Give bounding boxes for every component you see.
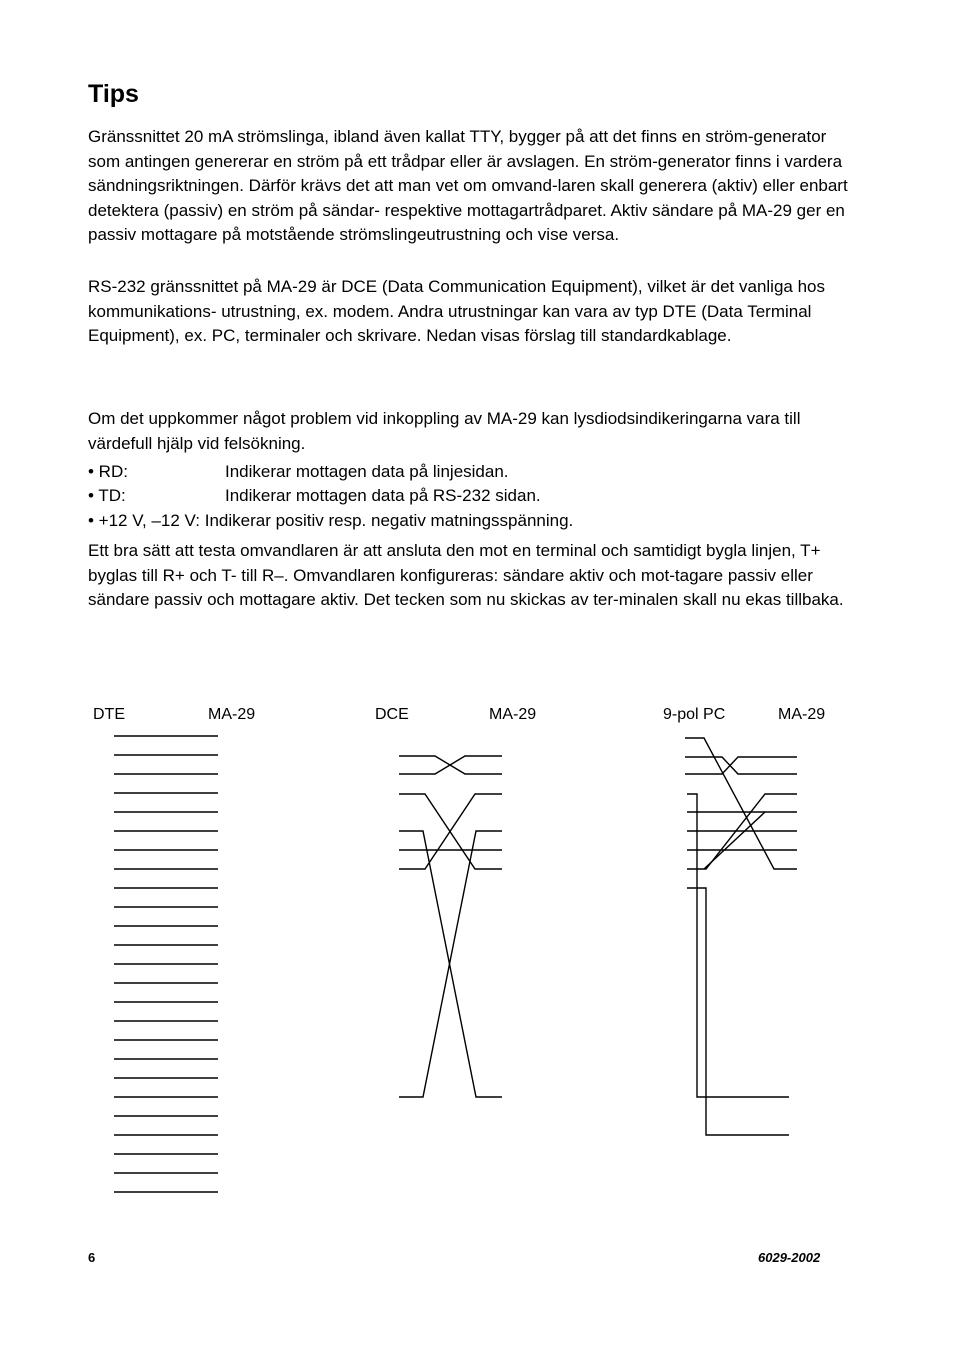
diagram-pc9-wiring [685,738,797,1135]
diagram1-left-label: DTE [93,706,125,723]
wire [685,757,797,774]
diagram2-left-label: DCE [375,706,409,723]
diagram3-right-label: MA-29 [778,706,826,723]
paragraph-troubleshooting: Om det uppkommer något problem vid inkoppling av MA-29 kan lysdiodsindikeringarna vara till värdefull hjälp vid felsökning. [88,409,801,453]
bullet-desc: Indikerar mottagen data på linjesidan. [225,462,509,481]
page-number: 6 [88,1250,96,1265]
bullet-term: • RD: [88,462,128,481]
bullet-desc: Indikerar positiv resp. negativ matningsspänning. [204,511,574,530]
page-title: Tips [88,80,139,108]
bullet-desc: Indikerar mottagen data på RS-232 sidan. [225,486,541,505]
wire [704,812,765,869]
wire [685,757,797,774]
diagram3-left-label: 9-pol PC [663,706,726,723]
wire [687,794,789,1097]
diagram-dte-wiring [114,736,218,1192]
bullet-term: • +12 V, –12 V: [88,511,200,530]
bullet-term: • TD: [88,486,126,505]
diagram2-right-label: MA-29 [489,706,537,723]
document-number: 6029-2002 [758,1250,821,1265]
wire [399,831,502,1097]
diagram-dce-wiring [399,756,502,1097]
paragraph-rs232: RS-232 gränssnittet på MA-29 är DCE (Data Communication Equipment), vilket är det vanliga hos kommunikations- utrustning, ex. modem. Andra utrustningar kan vara av typ DTE (Data Terminal Equipment), ex. PC, terminaler och skrivare. Nedan visas förslag till standardkablage. [88,277,826,345]
paragraph-current-loop: Gränssnittet 20 mA strömslinga, ibland även kallat TTY, bygger på att det finns en ström-generator som antingen genererar en ström på ett trådpar eller är avslagen. En ström-generator finns i vardera sändningsriktningen. Därför krävs det att man vet om omvand-laren skall generera (aktiv) eller enbart detektera (passiv) en ström på sändar- respektive mottagartrådparet. Aktiv sändare på MA-29 ger en passiv mottagare på motstående strömslingeutrustning och vise versa. [88,127,848,244]
wire [399,831,502,1097]
wire [399,756,502,774]
diagram1-right-label: MA-29 [208,706,256,723]
wire [687,888,789,1135]
paragraph-loopback-test: Ett bra sätt att testa omvandlaren är att ansluta den mot en terminal och samtidigt bygla linjen, T+ byglas till R+ och T- till R–. Omvandlaren konfigureras: sändare aktiv och mot-tagare passiv eller sändare passiv och mottagare aktiv. Det tecken som nu skickas av ter-minalen skall nu ekas tillbaka. [88,541,844,609]
